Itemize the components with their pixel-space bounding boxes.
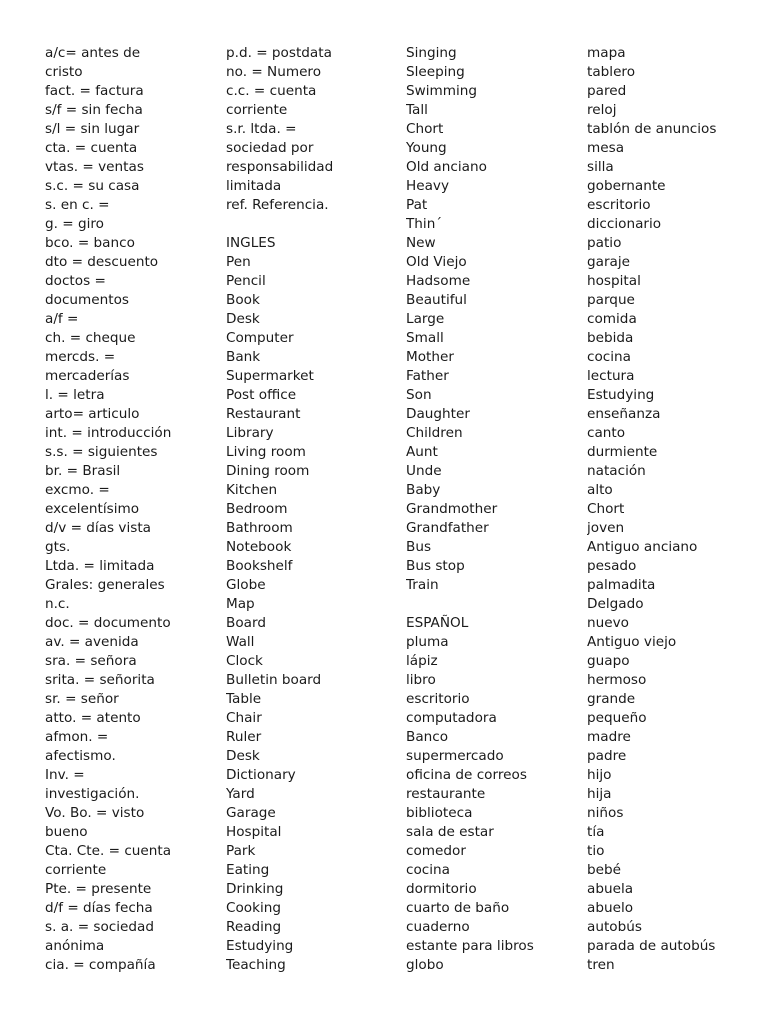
text-line: Teaching: [226, 957, 286, 973]
text-line: cuaderno: [406, 919, 470, 935]
text-line: Father: [406, 368, 449, 384]
text-line: hermoso: [587, 672, 647, 688]
text-line: Pat: [406, 197, 428, 213]
text-line: abuelo: [587, 900, 634, 916]
text-line: Antiguo anciano: [587, 539, 698, 555]
text-line: palmadita: [587, 577, 656, 593]
text-line: Baby: [406, 482, 441, 498]
text-line: hospital: [587, 273, 641, 289]
text-line: hija: [587, 786, 612, 802]
text-line: bco. = banco: [45, 235, 135, 251]
text-line: tren: [587, 957, 615, 973]
text-line: Bus stop: [406, 558, 465, 574]
text-line: doctos =: [45, 273, 106, 289]
text-line: Desk: [226, 311, 260, 327]
text-line: cristo: [45, 64, 83, 80]
text-line: garaje: [587, 254, 631, 270]
text-line: Large: [406, 311, 445, 327]
text-line: mapa: [587, 45, 626, 61]
text-line: Drinking: [226, 881, 284, 897]
text-line: comida: [587, 311, 637, 327]
text-line: oficina de correos: [406, 767, 527, 783]
text-line: a/f =: [45, 311, 79, 327]
text-line: Swimming: [406, 83, 478, 99]
text-line: sociedad por: [226, 140, 314, 156]
text-line: anónima: [45, 938, 105, 954]
text-line: grande: [587, 691, 636, 707]
text-line: durmiente: [587, 444, 658, 460]
text-line: atto. = atento: [45, 710, 141, 726]
text-line: [406, 595, 581, 614]
text-line: cuarto de baño: [406, 900, 510, 916]
text-line: Ruler: [226, 729, 262, 745]
text-line: Estudying: [587, 387, 655, 403]
text-line: pluma: [406, 634, 449, 650]
text-line: Kitchen: [226, 482, 278, 498]
text-line: afectismo.: [45, 748, 116, 764]
text-line: ESPAÑOL: [406, 615, 469, 631]
text-line: doc. = documento: [45, 615, 171, 631]
text-line: Library: [226, 425, 274, 441]
text-line: patio: [587, 235, 622, 251]
text-line: sra. = señora: [45, 653, 137, 669]
text-line: investigación.: [45, 786, 140, 802]
text-line: cocina: [587, 349, 631, 365]
text-line: silla: [587, 159, 614, 175]
column-spanish-words: [587, 44, 757, 975]
text-line: Son: [406, 387, 432, 403]
text-line: tablero: [587, 64, 636, 80]
text-line: Heavy: [406, 178, 450, 194]
text-line: Pen: [226, 254, 251, 270]
text-line: Inv. =: [45, 767, 85, 783]
text-line: Bus: [406, 539, 432, 555]
text-line: Table: [226, 691, 262, 707]
text-line: srita. = señorita: [45, 672, 155, 688]
text-line: hijo: [587, 767, 612, 783]
text-line: p.d. = postdata: [226, 45, 332, 61]
text-line: Hadsome: [406, 273, 471, 289]
text-line: Desk: [226, 748, 260, 764]
text-line: guapo: [587, 653, 630, 669]
text-line: Yard: [226, 786, 255, 802]
text-line: Beautiful: [406, 292, 467, 308]
text-line: excmo. =: [45, 482, 110, 498]
text-line: abuela: [587, 881, 634, 897]
text-line: alto: [587, 482, 613, 498]
text-line: biblioteca: [406, 805, 473, 821]
text-line: Sleeping: [406, 64, 465, 80]
text-line: afmon. =: [45, 729, 109, 745]
text-line: mesa: [587, 140, 625, 156]
text-line: dormitorio: [406, 881, 477, 897]
text-line: documentos: [45, 292, 129, 308]
text-line: Grandfather: [406, 520, 489, 536]
text-line: Young: [406, 140, 447, 156]
text-line: Clock: [226, 653, 263, 669]
text-line: lectura: [587, 368, 635, 384]
text-line: dto = descuento: [45, 254, 159, 270]
text-line: Tall: [406, 102, 428, 118]
text-line: Living room: [226, 444, 306, 460]
text-line: tía: [587, 824, 605, 840]
text-line: corriente: [45, 862, 107, 878]
text-line: Bathroom: [226, 520, 293, 536]
text-line: d/f = días fecha: [45, 900, 153, 916]
text-line: escritorio: [406, 691, 470, 707]
text-line: Restaurant: [226, 406, 301, 422]
text-line: Children: [406, 425, 463, 441]
text-line: s.s. = siguientes: [45, 444, 158, 460]
text-line: restaurante: [406, 786, 486, 802]
text-line: bebé: [587, 862, 621, 878]
text-line: pesado: [587, 558, 637, 574]
text-line: nuevo: [587, 615, 629, 631]
text-line: corriente: [226, 102, 288, 118]
text-line: Cta. Cte. = cuenta: [45, 843, 172, 859]
text-line: joven: [587, 520, 625, 536]
text-line: s. en c. =: [45, 197, 110, 213]
text-line: Globe: [226, 577, 266, 593]
text-line: Dining room: [226, 463, 310, 479]
text-line: lápiz: [406, 653, 438, 669]
text-line: supermercado: [406, 748, 504, 764]
text-line: Bedroom: [226, 501, 288, 517]
text-line: limitada: [226, 178, 282, 194]
text-line: Ltda. = limitada: [45, 558, 155, 574]
text-line: Old Viejo: [406, 254, 467, 270]
text-line: New: [406, 235, 436, 251]
text-line: Small: [406, 330, 444, 346]
text-line: mercds. =: [45, 349, 116, 365]
column-english-and-spanish-words: [406, 44, 581, 975]
text-line: Mother: [406, 349, 454, 365]
text-line: gobernante: [587, 178, 666, 194]
text-line: parque: [587, 292, 635, 308]
text-line: Grales: generales: [45, 577, 165, 593]
text-line: padre: [587, 748, 627, 764]
text-line: Thin´: [406, 216, 443, 232]
text-line: Train: [406, 577, 439, 593]
text-line: cocina: [406, 862, 450, 878]
text-line: vtas. = ventas: [45, 159, 144, 175]
text-line: Singing: [406, 45, 457, 61]
text-line: globo: [406, 957, 444, 973]
text-line: Bookshelf: [226, 558, 293, 574]
text-line: Chort: [587, 501, 625, 517]
text-line: Unde: [406, 463, 442, 479]
text-line: escritorio: [587, 197, 651, 213]
text-line: Cooking: [226, 900, 282, 916]
text-line: Computer: [226, 330, 294, 346]
text-line: canto: [587, 425, 626, 441]
text-line: Vo. Bo. = visto: [45, 805, 145, 821]
text-line: s. a. = sociedad: [45, 919, 155, 935]
text-line: Notebook: [226, 539, 292, 555]
text-line: arto= articulo: [45, 406, 140, 422]
text-line: tio: [587, 843, 605, 859]
text-line: s/f = sin fecha: [45, 102, 143, 118]
text-line: cta. = cuenta: [45, 140, 138, 156]
text-line: Antiguo viejo: [587, 634, 677, 650]
text-line: enseñanza: [587, 406, 661, 422]
text-line: Wall: [226, 634, 255, 650]
text-line: Pte. = presente: [45, 881, 152, 897]
text-line: Reading: [226, 919, 282, 935]
text-line: reloj: [587, 102, 617, 118]
text-line: cia. = compañía: [45, 957, 156, 973]
text-line: sr. = señor: [45, 691, 119, 707]
text-line: Garage: [226, 805, 276, 821]
text-line: d/v = días vista: [45, 520, 151, 536]
text-line: Eating: [226, 862, 270, 878]
text-line: Grandmother: [406, 501, 498, 517]
text-line: INGLES: [226, 235, 276, 251]
text-line: Park: [226, 843, 256, 859]
text-line: diccionario: [587, 216, 662, 232]
text-line: responsabilidad: [226, 159, 334, 175]
text-line: Chair: [226, 710, 262, 726]
text-line: br. = Brasil: [45, 463, 121, 479]
text-line: Board: [226, 615, 266, 631]
text-line: natación: [587, 463, 646, 479]
text-line: libro: [406, 672, 436, 688]
text-line: Aunt: [406, 444, 438, 460]
text-line: excelentísimo: [45, 501, 140, 517]
text-line: bebida: [587, 330, 634, 346]
text-line: fact. = factura: [45, 83, 144, 99]
text-line: pared: [587, 83, 627, 99]
text-line: Supermarket: [226, 368, 314, 384]
text-line: av. = avenida: [45, 634, 139, 650]
text-line: sala de estar: [406, 824, 494, 840]
text-line: pequeño: [587, 710, 647, 726]
text-line: [226, 215, 401, 234]
text-line: Banco: [406, 729, 449, 745]
text-line: autobús: [587, 919, 642, 935]
text-line: Estudying: [226, 938, 294, 954]
text-line: tablón de anuncios: [587, 121, 717, 137]
text-line: ch. = cheque: [45, 330, 136, 346]
text-line: Dictionary: [226, 767, 296, 783]
text-line: g. = giro: [45, 216, 104, 232]
text-line: bueno: [45, 824, 88, 840]
text-line: madre: [587, 729, 631, 745]
text-line: niños: [587, 805, 624, 821]
text-line: n.c.: [45, 596, 70, 612]
text-line: s.c. = su casa: [45, 178, 140, 194]
text-line: estante para libros: [406, 938, 534, 954]
text-line: l. = letra: [45, 387, 105, 403]
text-line: Pencil: [226, 273, 266, 289]
text-line: parada de autobús: [587, 938, 716, 954]
text-line: s/l = sin lugar: [45, 121, 140, 137]
text-line: c.c. = cuenta: [226, 83, 317, 99]
text-line: Chort: [406, 121, 444, 137]
text-line: ref. Referencia.: [226, 197, 329, 213]
text-line: Old anciano: [406, 159, 487, 175]
text-line: s.r. ltda. =: [226, 121, 297, 137]
text-line: a/c= antes de: [45, 45, 141, 61]
text-line: Book: [226, 292, 260, 308]
column-abbreviations: [45, 44, 220, 975]
text-line: gts.: [45, 539, 71, 555]
text-line: Post office: [226, 387, 297, 403]
text-line: Daughter: [406, 406, 470, 422]
text-line: comedor: [406, 843, 466, 859]
text-line: int. = introducción: [45, 425, 172, 441]
text-line: no. = Numero: [226, 64, 322, 80]
text-line: computadora: [406, 710, 497, 726]
column-abbreviations-and-english-words: [226, 44, 401, 975]
text-line: Map: [226, 596, 255, 612]
text-line: Bank: [226, 349, 261, 365]
text-line: Bulletin board: [226, 672, 322, 688]
text-line: Delgado: [587, 596, 644, 612]
text-line: mercaderías: [45, 368, 130, 384]
text-line: Hospital: [226, 824, 282, 840]
